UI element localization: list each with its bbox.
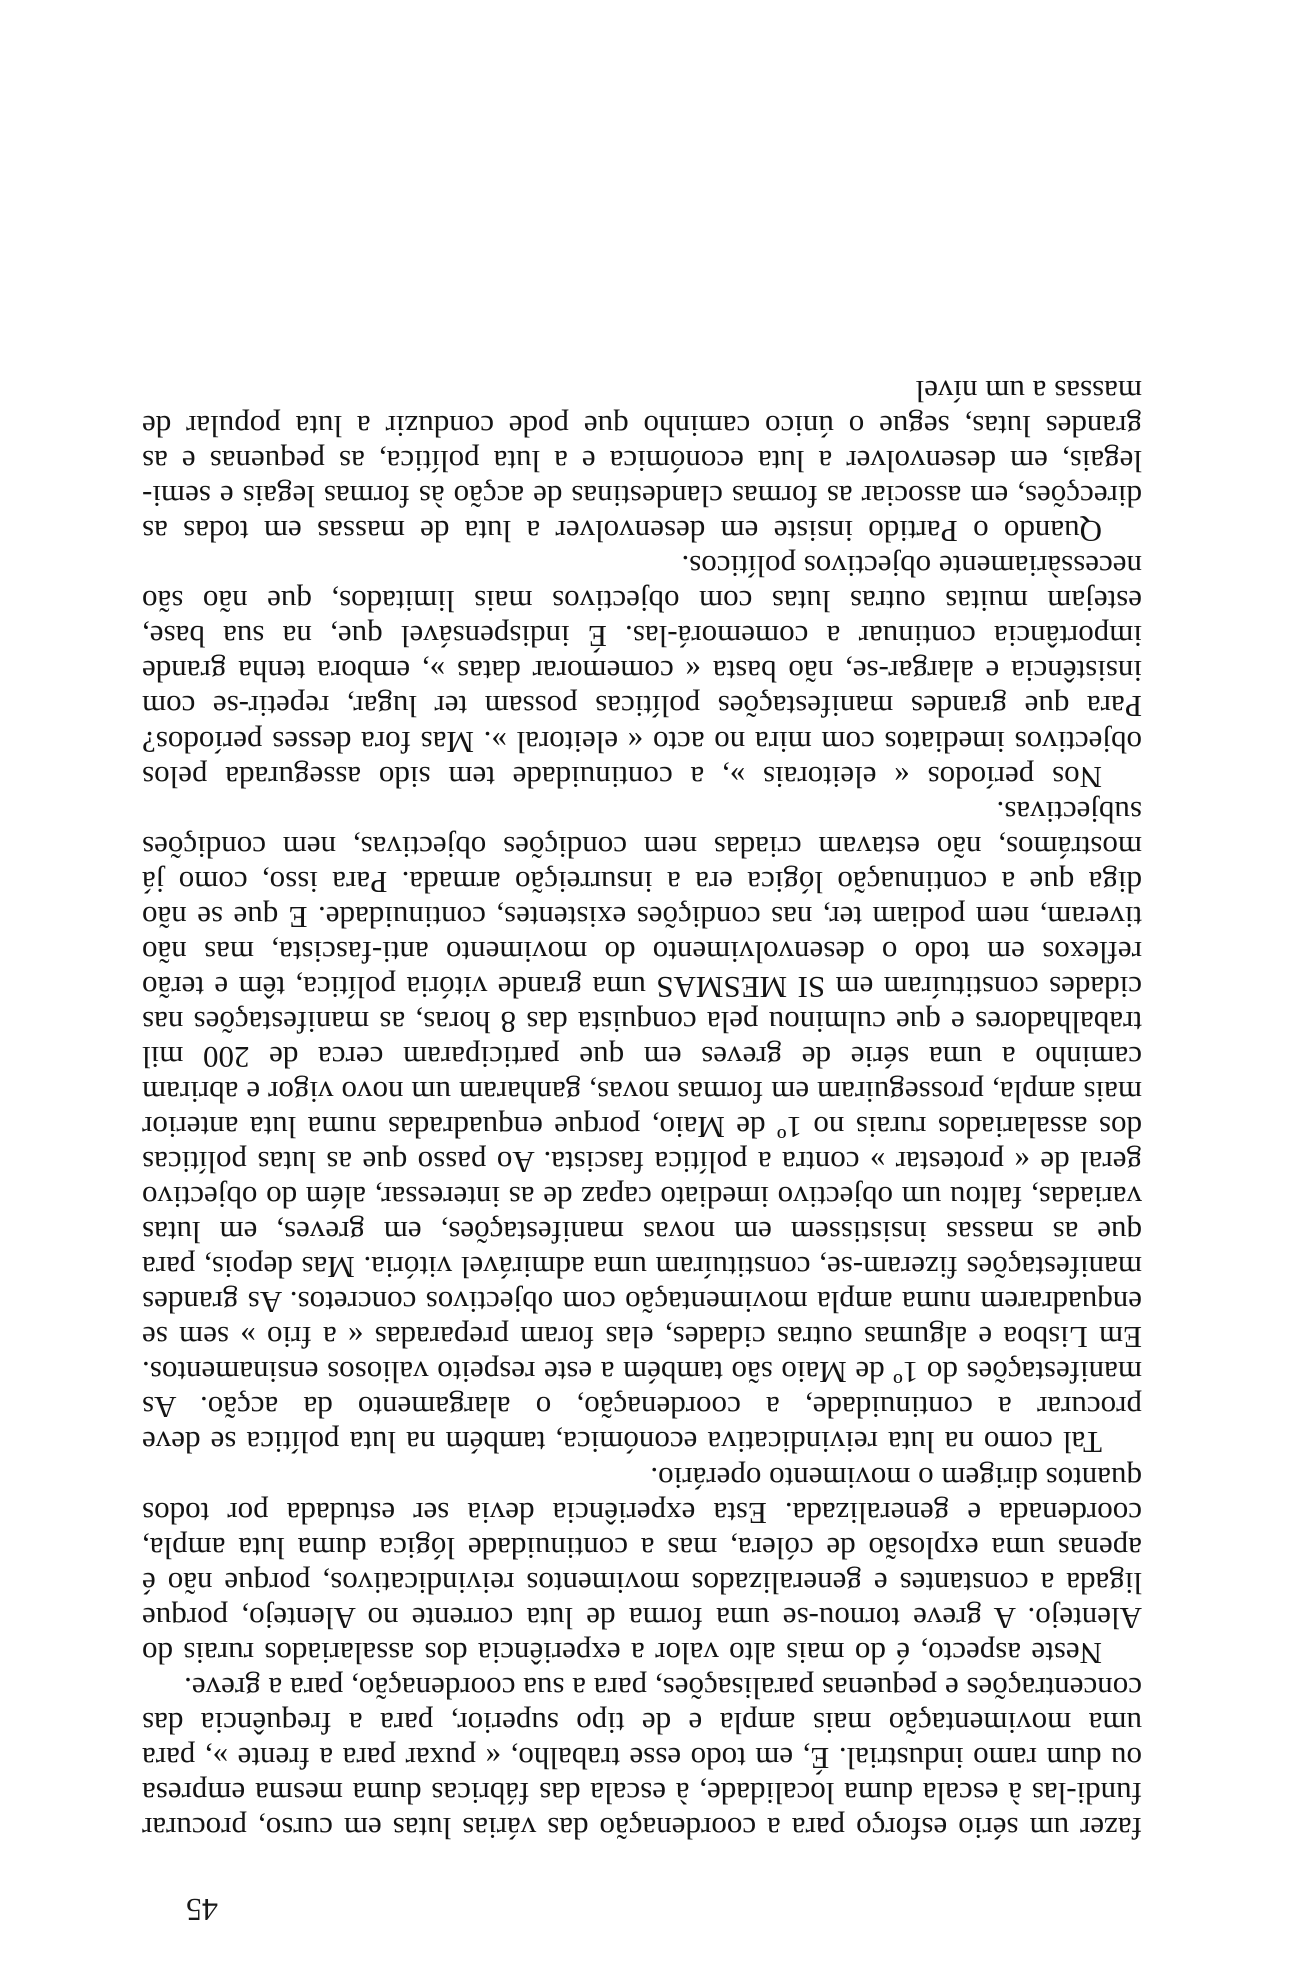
paragraph: Neste aspecto, é do mais alto valor a experiência dos assalariados rurais do Alentejo. A greve tornou-se uma forma de luta corrente no Alentejo, porque ligada a constantes e generalizados movimentos reivindicativos, porque não é apenas uma explosão de cólera, mas a continuidade lógica duma luta ampla, coordenada e generalizada. Esta experiência devia ser estudada por todos quantos dirigem o movimento operário. — [142, 1460, 1142, 1671]
body-text — [142, 374, 1142, 1846]
paragraph: Tal como na luta reivindicativa económica, também na luta política se deve procurar a continuidade, a coordenação, o alargamento da acção. As manifestações do 1º de Maio são também a este respeito valiosos ensinamentos. Em Lisboa e algumas outras cidades, elas foram preparadas « a frio » sem se enquadrarem numa ampla movimentação com objectivos concretos. As grandes manifestações fizeram-se, constituíram uma admirável vitória. Mas depois, para que as massas insistissem em novas manifestações, em greves, em lutas variadas, faltou um objectivo imediato capaz de as interessar, além do objectivo geral de « protestar » contra a política fascista. Ao passo que as lutas políticas dos assalariados rurais no 1º de Maio, porque enquadradas numa luta anterior mais ampla, prosseguiram em formas novas, ganharam um novo vigor e abriram caminho a uma série de greves em que participaram cerca de 200 mil trabalhadores e que culminou pela conquista das 8 horas, as manifestações nas cidades constituíram em SI MESMAS uma grande vitória política, têm e terão reflexos em todo o desenvolvimento do movimento anti-fascista, mas não tiveram, nem podiam ter, nas condições existentes, continuidade. E que se não diga que a continuação lógica era a insurreição armada. Para isso, como já mostrámos, não estavam criadas nem condições objectivas, nem condições subjectivas. — [142, 794, 1142, 1461]
paragraph: fazer um sério esforço para a coordenação das várias lutas em curso, procurar fundi-las à escala duma localidade, à escala das fábricas duma mesma empresa ou dum ramo industrial. É, em todo esse trabalho, « puxar para a frente », para uma movimentação mais ampla e de tipo superior, para a frequência das concentrações e pequenas paralisações, para a sua coordenação, para a greve. — [142, 1670, 1142, 1846]
page-number: 45 — [186, 1892, 218, 1928]
paragraph: Nos períodos « eleitorais », a continuidade tem sido assegurada pelos objectivos imediatos com mira no acto « eleitoral ». Mas fora desses períodos? Para que grandes manifestações políticas possam ter lugar, repetir-se com insistência e alargar-se, não basta « comemorar datas », embora tenha grande importância continuar a comemorá-las. É indispensável que, na sua base, estejam muitas outras lutas com objectivos mais limitados, que não são necessàriamente objectivos políticos. — [142, 549, 1142, 795]
paragraph: Quando o Partido insiste em desenvolver a luta de massas em todas as direcções, em associar as formas clandestinas de acção às formas legais e semi-legais, em desenvolver a luta económica e a luta política, as pequenas e as grandes lutas, segue o único caminho que pode conduzir a luta popular de massas a um nível — [142, 374, 1142, 550]
